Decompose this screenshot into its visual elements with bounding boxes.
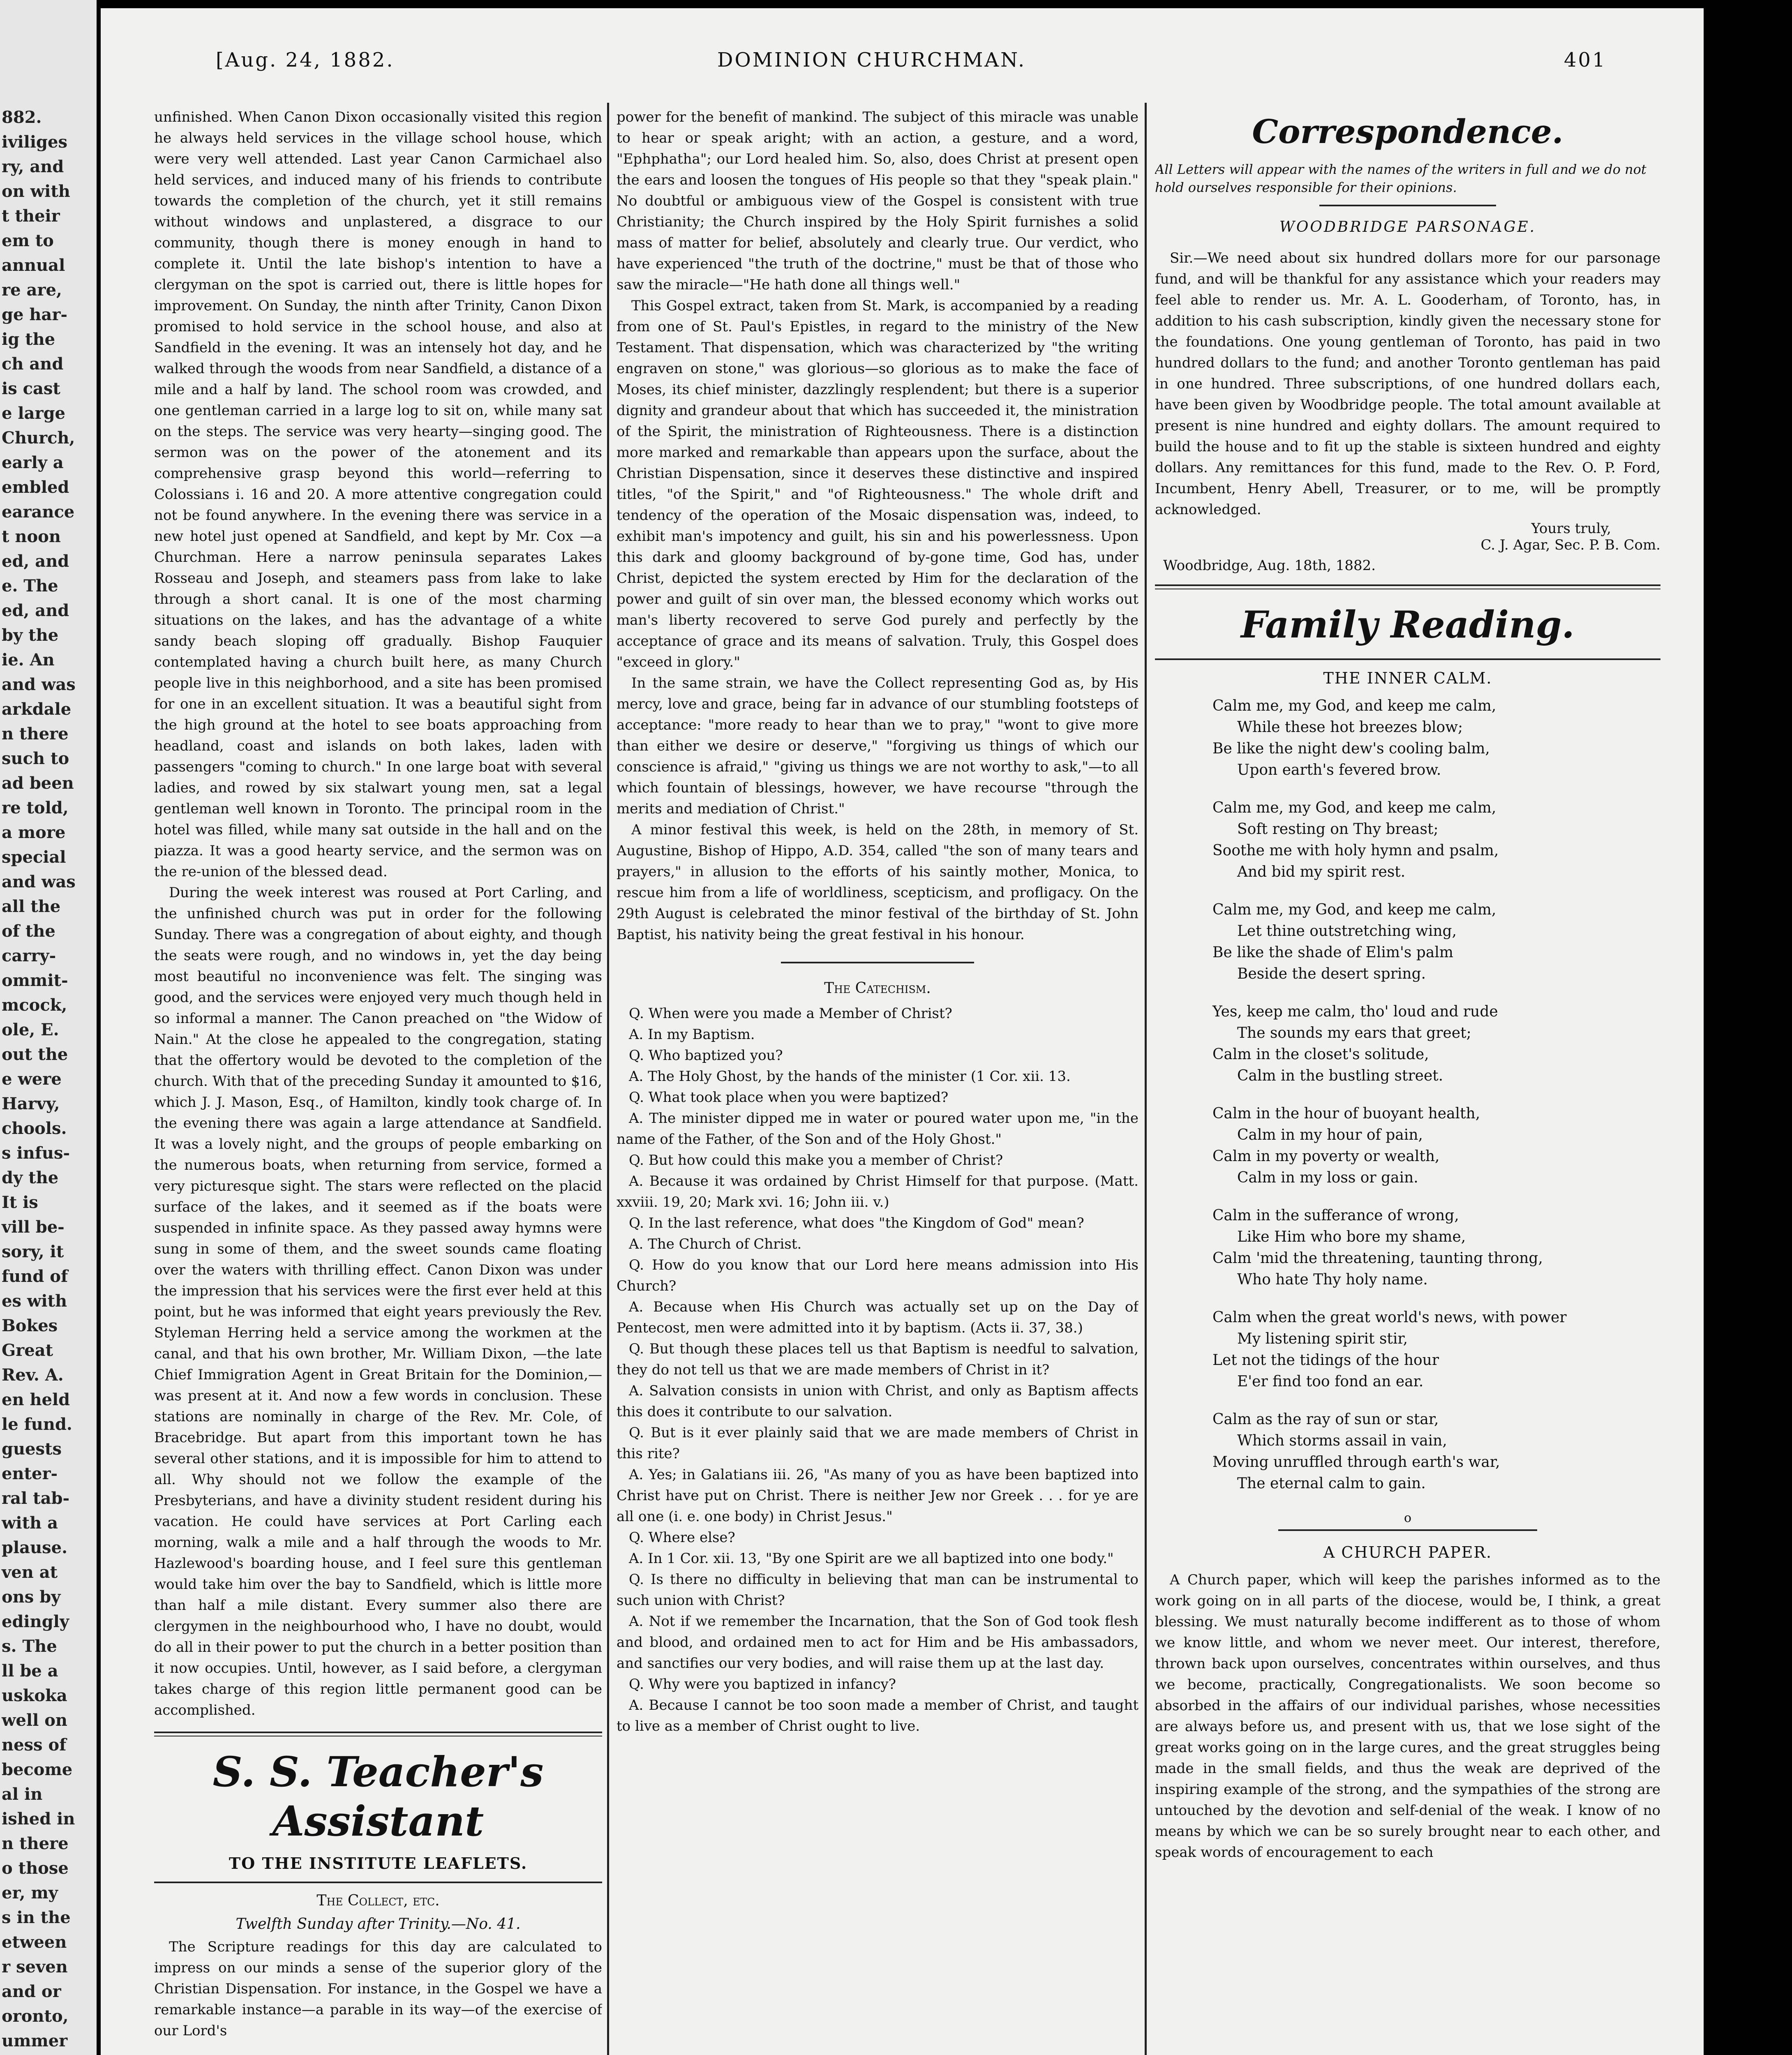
fragment-line: Rev. A. [2,1365,64,1385]
fragment-line: t noon [2,527,61,546]
fragment-line: earance [2,502,75,522]
poem-line: Soothe me with holy hymn and psalm, [1212,842,1499,859]
poem-line: Calm in the hour of buoyant health, [1212,1105,1480,1122]
fragment-line: enter- [2,1464,58,1483]
fragment-line: ie. An [2,650,55,670]
fragment-line: s in the [2,1908,71,1927]
catechism-answer: A. Because it was ordained by Christ Himself for that purpose. (Matt. xxviii. 19, 20; Mark xvi. 16; John iii. v.) [617,1173,1138,1210]
fragment-line: mcock, [2,995,67,1015]
fragment-line: ole, E. [2,1020,59,1039]
family-reading-title: Family Reading. [1241,603,1575,647]
poem-line: And bid my spirit rest. [1237,864,1406,880]
fragment-line: ven at [2,1563,58,1582]
fragment-line: guests [2,1439,62,1459]
poem-line: Yes, keep me calm, tho' loud and rude [1212,1003,1498,1020]
catechism-heading: The Catechism. [824,980,931,997]
poem-stanza [1212,1103,1660,1189]
fragment-line: oronto, [2,2007,69,2026]
fragment-line: ed, and [2,552,69,571]
fragment-line: ch and [2,354,64,374]
poem-stanza [1212,797,1660,883]
fragment-line: such to [2,749,69,768]
poem-stanza [1212,1001,1660,1087]
catechism-answer: A. The Holy Ghost, by the hands of the minister (1 Cor. xii. 13. [629,1068,1071,1085]
page-number: 401 [1564,48,1607,72]
poem-line: Calm in my hour of pain, [1237,1127,1423,1143]
catechism-question: Q. Where else? [629,1529,735,1546]
fragment-line: of the [2,921,55,941]
fragment-line: er, my [2,1883,58,1903]
fragment-line: dy the [2,1168,59,1187]
poem-line: Calm in the sufferance of wrong, [1212,1207,1459,1224]
fragment-line: out the [2,1045,68,1064]
catechism-answer: A. Salvation consists in union with Christ, and only as Baptism affects this does it contribute to our salvation. [617,1383,1138,1420]
poem-line: The sounds my ears that greet; [1237,1025,1471,1041]
adjacent-page-fragment [0,0,97,2055]
collect-subheading: Twelfth Sunday after Trinity.—No. 41. [236,1916,521,1933]
fragment-line: o those [2,1859,69,1878]
fragment-line: r seven [2,1957,68,1976]
fragment-line: iviliges [2,132,67,152]
catechism-answer: A. Because when His Church was actually set up on the Day of Pentecost, men were admitted into it by baptism. (Acts ii. 37, 38.) [617,1299,1138,1336]
correspondence-title: Correspondence. [1252,112,1563,151]
page-header [101,48,1704,81]
paragraph: A minor festival this week, is held on the 28th, in memory of St. Augustine, Bishop of Hippo, A.D. 354, called "the son of many tears and prayers," in allusion to the efforts of his saintly mother, Monica, to rescue him from a life of worldliness, scepticism, and profligacy. On the 29th August is celebrated the minor festival of the birthday of St. John Baptist, his nativity being the great festival in his honour. [617,822,1138,943]
catechism-answer: A. Because I cannot be too soon made a member of Christ, and taught to live as a member of Christ ought to live. [617,1697,1138,1734]
poem [1212,695,1660,1494]
fragment-line: by the [2,626,59,645]
short-rule [1319,205,1496,206]
fragment-line: Church, [2,428,75,448]
fragment-line: and was [2,675,76,694]
fragment-line: n there [2,724,69,743]
poem-line: E'er find too fond an ear. [1237,1373,1424,1390]
fragment-line: become [2,1760,73,1779]
poem-stanza [1212,899,1660,985]
column-rule [1145,103,1147,2055]
fragment-line: re told, [2,798,69,817]
poem-line: Beside the desert spring. [1237,965,1426,982]
ss-teachers-assistant-title: S. S. Teacher's Assistant [212,1748,544,1845]
fragment-line: Great [2,1341,53,1360]
fragment-line: e were [2,1069,62,1089]
section-rule [154,1882,602,1883]
article-text [617,107,1138,945]
poem-line: My listening spirit stir, [1237,1330,1408,1347]
fragment-line: le fund. [2,1415,72,1434]
short-rule [781,962,974,963]
fragment-line: al in [2,1785,43,1804]
column-rule [607,103,609,2055]
fragment-line: special [2,847,66,867]
catechism-answer: A. In 1 Cor. xii. 13, "By one Spirit are we all baptized into one body." [629,1550,1114,1567]
fragment-line: ished in [2,1809,75,1829]
fragment-line: plause. [2,1538,68,1557]
poem-stanza [1212,1205,1660,1291]
fragment-line: etween [2,1933,67,1952]
catechism-question: Q. Is there no difficulty in believing that man can be instrumental to such union with Christ? [617,1571,1138,1609]
fragment-line: ry, and [2,157,64,176]
fragment-line: ness of [2,1735,67,1755]
paragraph: power for the benefit of mankind. The subject of this miracle was unable to hear or speak aright; with an action, a gesture, and a word, "Ephphatha"; our Lord healed him. So, also, does Christ at present open the ears and loosen the tongues of His people so that they "speak plain." No doubtful or ambiguous view of the Gospel is consistent with true Christianity; the Church inspired by the Holy Spirit furnishes a solid mass of matter for belief, absolutely and clearly true. Our verdict, who have experienced "the truth of the doctrine," must be that of those who saw the miracle—"He hath done all things well." [617,109,1138,293]
poem-line: Calm me, my God, and keep me calm, [1212,697,1496,714]
poem-stanza [1212,1409,1660,1494]
fragment-line: ad been [2,774,74,793]
fragment-line: sory, it [2,1242,64,1261]
poem-line: Let not the tidings of the hour [1212,1352,1439,1369]
fragment-line: is cast [2,379,60,398]
fragment-line: ons by [2,1587,61,1607]
fragment-line: early a [2,453,64,472]
fragment-line: t their [2,206,60,226]
catechism-question: Q. When were you made a Member of Christ? [629,1005,952,1022]
fragment-line: carry- [2,946,56,965]
fragment-line: ral tab- [2,1489,70,1508]
article-text [154,107,602,1721]
fragment-line: ig the [2,330,55,349]
poem-line: Soft resting on Thy breast; [1237,821,1439,838]
catechism-question: Q. Why were you baptized in infancy? [629,1676,896,1692]
column-1 [154,107,602,2055]
fragment-line: and or [2,1982,61,2001]
fragment-line: all the [2,897,61,916]
poem-line: Upon earth's fevered brow. [1237,762,1441,778]
poem-line: Like Him who bore my shame, [1237,1228,1466,1245]
paragraph: This Gospel extract, taken from St. Mark, is accompanied by a reading from one of St. Paul's Epistles, in regard to the ministry of the New Testament. That dispensation, which was characterized by "the writing engraven on stone," was glorious—so glorious as to make the face of Moses, its chief minister, dazzlingly resplendent; but there is a superior dignity and grandeur about that which has succeeded it, the ministration of the Spirit, the ministration of Righteousness. There is a distinction more marked and remarkable than appears upon the surface, about the Christian Dispensation, since it deserves these distinctive and inspired titles, "of the Spirit," and "of Righteousness." The whole drift and tendency of the operation of the Mosaic dispensation was, indeed, to exhibit man's impotency and guilt, his sin and his powerlessness. Upon this dark and gloomy background of by-gone time, God has, under Christ, depicted the system erected by Him for the declaration of the power and guilt of sin over man, the blessed economy which works out man's liberty recovered to serve God purely and perfectly by the acceptance of grace and its means of salvation. Truly, this Gospel does "exceed in glory." [617,298,1138,670]
catechism-answer: A. The Church of Christ. [629,1236,802,1252]
section-rule [154,1732,602,1736]
catechism-answer: A. Not if we remember the Incarnation, that the Son of God took flesh and blood, and ordained men to act for Him and be His ambassadors, and sanctifies our very bodies, and will raise them up at the last day. [617,1613,1138,1672]
fragment-line: vill be- [2,1217,65,1237]
poem-line: Calm me, my God, and keep me calm, [1212,901,1496,918]
catechism-question: Q. How do you know that our Lord here means admission into His Church? [617,1257,1138,1294]
fragment-line: e large [2,404,65,423]
letter-signer: C. J. Agar, Sec. P. B. Com. [1480,537,1660,553]
column-3 [1155,107,1660,2055]
fragment-line: ommit- [2,971,68,990]
catechism-question: Q. Who baptized you? [629,1047,783,1064]
catechism-question: Q. What took place when you were baptized? [629,1089,949,1106]
poem-line: Which storms assail in vain, [1237,1432,1447,1449]
fragment-line: en held [2,1390,70,1409]
fragment-line: fund of [2,1267,68,1286]
poem-line: Be like the shade of Elim's palm [1212,944,1453,961]
fragment-line: Harvy, [2,1094,60,1113]
fragment-line: Bokes [2,1316,58,1335]
fragment-line: re are, [2,280,62,300]
poem-line: Let thine outstretching wing, [1237,923,1457,940]
poem-line: The eternal calm to gain. [1237,1475,1426,1492]
fragment-line: s. The [2,1637,57,1656]
poem-line: Calm when the great world's news, with power [1212,1309,1567,1326]
fragment-line: s infus- [2,1143,70,1163]
poem-line: Who hate Thy holy name. [1237,1271,1428,1288]
fragment-line: well on [2,1711,67,1730]
fragment-line: edingly [2,1612,69,1631]
letter-closing: Yours truly, [1531,520,1611,537]
fragment-line: a more [2,823,66,842]
fragment-line: It is [2,1193,38,1212]
poem-line: Calm 'mid the threatening, taunting throng, [1212,1250,1543,1267]
fragment-line: chools. [2,1119,67,1138]
poem-line: Moving unruffled through earth's war, [1212,1454,1500,1471]
fragment-line: ge har- [2,305,68,324]
letter-dateline: Woodbridge, Aug. 18th, 1882. [1163,557,1376,574]
church-paper-title: A CHURCH PAPER. [1323,1543,1492,1561]
poem-stanza [1212,695,1660,781]
fragment-line: 882. [2,108,42,127]
header-title: DOMINION CHURCHMAN. [717,48,1026,72]
fragment-line: es with [2,1291,67,1311]
catechism-question: Q. But though these places tell us that Baptism is needful to salvation, they do not tell us that we are made members of Christ in it? [617,1341,1138,1378]
correspondence-note: All Letters will appear with the names of the writers in full and we do not hold ourselves responsible for their opinions. [1155,162,1647,195]
fragment-line: and was [2,872,76,891]
ss-subtitle: TO THE INSTITUTE LEAFLETS. [229,1854,528,1873]
catechism-qa [617,1003,1138,1737]
catechism-answer: A. Yes; in Galatians iii. 26, "As many of you as have been baptized into Christ have put on Christ. There is neither Jew nor Greek . . . for ye are all one (i. e. one body) in Christ Jesus." [617,1466,1138,1525]
fragment-line: n there [2,1834,69,1853]
poem-line: Calm in my loss or gain. [1237,1169,1418,1186]
catechism-answer: A. The minister dipped me in water or poured water upon me, "in the name of the Father, of the Son and of the Holy Ghost." [617,1110,1138,1148]
fragment-line: em to [2,231,54,250]
poem-title: THE INNER CALM. [1323,669,1492,687]
poem-line: Calm in my poverty or wealth, [1212,1148,1440,1165]
poem-end-mark: o [1404,1511,1412,1525]
poem-line: While these hot breezes blow; [1237,719,1463,736]
poem-line: Calm as the ray of sun or star, [1212,1411,1439,1428]
fragment-line: ed, and [2,601,69,620]
section-rule [1155,658,1660,660]
poem-line: Calm in the bustling street. [1237,1067,1443,1084]
poem-line: Calm in the closet's solitude, [1212,1046,1429,1063]
church-paper-body: A Church paper, which will keep the parishes informed as to the work going on in all parts of the diocese, would be, I think, a great blessing. We must naturally become indifferent as to those of whom we know little, and whom we never meet. Our interest, therefore, thrown back upon ourselves, concentrates within ourselves, and thus we become, practically, Congregationalists. We soon become so absorbed in the affairs of our individual parishes, whose necessities are always before us, and present with us, that we lose sight of the great works going on in the large cures, and the great struggles being made in the small fields, and thus the weak are deprived of the inspiring example of the strong, and the sympathies of the strong are untouched by the devotion and self-denial of the weak. I know of no means by which we can be so surely brought near to each other, and speak words of encouragement to each [1155,1572,1660,1861]
fragment-line: e. The [2,576,58,596]
catechism-question: Q. In the last reference, what does "the Kingdom of God" mean? [629,1215,1084,1231]
catechism-question: Q. But how could this make you a member of Christ? [629,1152,1003,1168]
letter-body: Sir.—We need about six hundred dollars more for our parsonage fund, and will be thankful for any assistance which your readers may feel able to render us. Mr. A. L. Gooderham, of Toronto, has, in addition to his cash subscription, kindly given the necessary stone for the foundations. One young gentleman of Toronto, has paid in two hundred dollars to the fund; and another Toronto gentleman has paid in one hundred. Three subscriptions, of one hundred dollars each, have been given by Woodbridge people. The total amount available at present is nine hundred and eighty dollars. The amount required to build the house and to fit up the stable is sixteen hundred and eighty dollars. Any remittances for this fund, made to the Rev. O. P. Ford, Incumbent, Henry Abell, Treasurer, or to me, will be promptly acknowledged. [1155,250,1660,518]
woodbridge-heading: WOODBRIDGE PARSONAGE. [1279,219,1536,236]
paragraph: In the same strain, we have the Collect representing God as, by His mercy, love and grace, being far in advance of our stumbling footsteps of acceptance: "more ready to hear than we to pray," "wont to give more than either we desire or deserve," "forgiving us things of which our conscience is afraid," "giving us things we are not worthy to ask,"—to all which fountain of blessings, however, we have recourse "through the merits and mediation of Christ." [617,675,1138,817]
poem-line: Calm me, my God, and keep me calm, [1212,799,1496,816]
fragment-line: with a [2,1513,58,1533]
section-rule [1155,584,1660,589]
column-2 [617,107,1138,2055]
poem-stanza [1212,1307,1660,1392]
paragraph: unfinished. When Canon Dixon occasionally visited this region he always held services in the village school house, which were very well attended. Last year Canon Carmichael also held services, and induced many of his friends to contribute towards the completion of the church, yet it still remains without windows and unplastered, a disgrace to our community, though there is money enough in hand to complete it. Until the late bishop's intention to have a clergyman on the spot is carried out, there is little hopes for improvement. On Sunday, the ninth after Trinity, Canon Dixon promised to hold service in the school house, and also at Sandfield in the evening. It was an intensely hot day, and he walked through the woods from near Sandfield, a distance of a mile and a half by land. The school room was crowded, and one gentleman carried in a large log to sit on, while many sat on the steps. The service was very hearty—singing good. The sermon was on the power of the atonement and its comprehensive grasp beyond this world—referring to Colossians i. 16 and 20. A more attentive congregation could not be found anywhere. In the evening there was service in a new hotel just opened at Sandfield, and kept by Mr. Cox —a Churchman. Here a narrow peninsula separates Lakes Rosseau and Joseph, and steamers pass from lake to lake through a short canal. It is one of the most charming situations on the lakes, and has the advantage of a white sandy beach sloping off gradually. Bishop Fauquier contemplated having a church built here, as many Church people live in this neighborhood, and a site has been promised for one in an excellent situation. It was a beautiful sight from the high ground at the hotel to see boats approaching from headland, coast and islands on both lakes, laden with passengers "coming to church." In one large boat with several ladies, and rowed by six stalwart young men, sat a legal gentleman well known in Toronto. The principal room in the hotel was filled, while many sat outside in the hall and on the piazza. It was a good hearty service, and the sermon was on the re-union of the blessed dead. [154,109,602,880]
fragment-line: on with [2,182,70,201]
collect-heading: The Collect, etc. [316,1892,440,1909]
poem-line: Be like the night dew's cooling balm, [1212,740,1490,757]
short-rule [1278,1529,1537,1531]
fragment-line: arkdale [2,700,72,719]
paragraph: During the week interest was roused at Port Carling, and the unfinished church was put in order for the following Sunday. There was a congregation of about eighty, and though the seats were rough, and no windows in, yet the day being most beautiful no inconvenience was felt. The singing was good, and the services were enjoyed very much though held in so informal a manner. The Canon preached on "the Widow of Nain." At the close he appealed to the congregation, stating that the offertory would be devoted to the completion of the church. With that of the preceding Sunday it amounted to $16, which J. J. Mason, Esq., of Hamilton, kindly took charge of. In the evening there was again a large attendance at Sandfield. It was a lovely night, and the groups of people embarking on the numerous boats, when returning from service, formed a very picturesque sight. The stars were reflected on the placid surface of the lakes, and it seemed as if the boats were suspended in infinite space. As they passed away hymns were sung in some of them, and the sweet sounds came floating over the waters with thrilling effect. Canon Dixon was under the impression that his services were the first ever held at this point, but he was informed that eight years previously the Rev. Styleman Herring held a service among the workmen at the canal, and that his own brother, Mr. William Dixon, —the late Chief Immigration Agent in Great Britain for the Dominion,—was present at it. And now a few words in conclusion. These stations are nominally in charge of the Rev. Mr. Cole, of Bracebridge. But apart from this important town he has several other stations, and it is impossible for him to attend to all. Why should not we follow the example of the Presbyterians, and have a divinity student resident during his vacation. He could have services at Port Carling each morning, walk a mile and a half through the woods to Mr. Hazlewood's boarding house, and I feel sure this gentleman would take him over the bay to Sandfield, which is little more than half a mile distant. Every summer also there are clergymen in the neighbourhood who, I have no doubt, would do all in their power to put the church in a better position than it now occupies. Until, however, as I said before, a clergyman takes charge of this region little permanent good can be accomplished. [154,884,602,1718]
fragment-line: ummer [2,2031,68,2050]
fragment-line: uskoka [2,1686,67,1705]
newspaper-page [101,8,1704,2055]
catechism-answer: A. In my Baptism. [629,1026,755,1043]
fragment-line: annual [2,256,65,275]
fragment-line: embled [2,478,69,497]
collect-paragraph: The Scripture readings for this day are calculated to impress on our minds a sense of the superior glory of the Christian Dispensation. For instance, in the Gospel we have a remarkable instance—a parable in its way—of the exercise of our Lord's [154,1939,602,2039]
catechism-question: Q. But is it ever plainly said that we are made members of Christ in this rite? [617,1425,1138,1462]
header-date: [Aug. 24, 1882. [216,48,395,72]
fragment-line: ll be a [2,1661,58,1681]
